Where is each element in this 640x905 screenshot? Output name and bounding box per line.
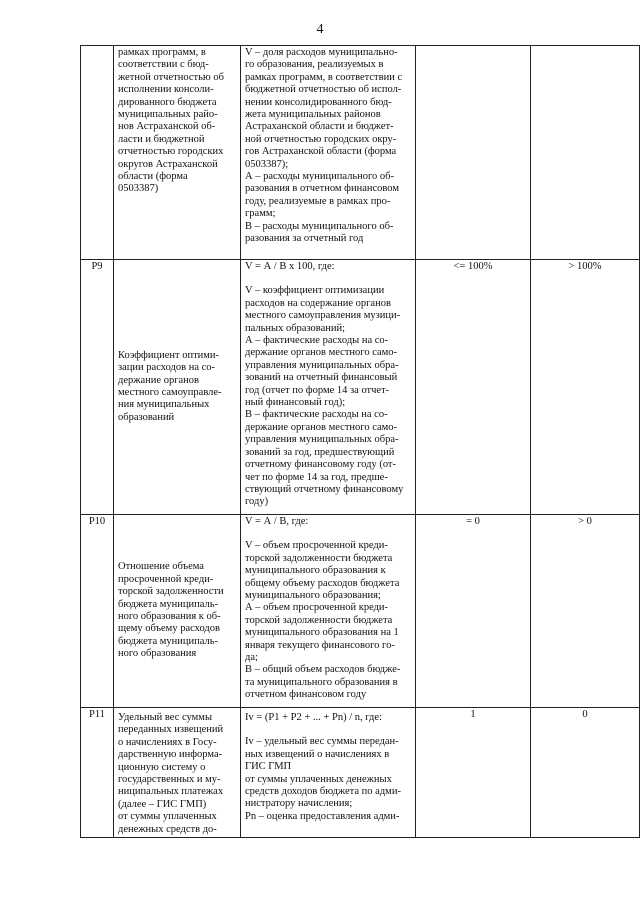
- text-line: бюджетной отчетностью об испол-: [245, 84, 402, 96]
- text-line: бюджета муниципаль-: [118, 635, 219, 647]
- value-good: 1: [416, 708, 531, 838]
- formula-expression: V = А / В, где:: [245, 516, 309, 527]
- text-line: держание органов местного само-: [245, 421, 398, 433]
- value-bad: > 100%: [531, 260, 640, 515]
- formula-expression: Iv = (P1 + P2 + ... + Pn) / n, где:: [245, 712, 382, 723]
- text-line: расходов на содержание органов: [245, 297, 391, 309]
- indicator-name: [114, 46, 241, 260]
- table-row: [81, 515, 640, 708]
- text-line: ласти и бюджетной: [118, 133, 205, 145]
- text-line: ния муниципальных: [118, 399, 210, 411]
- text-line: управления муниципальных обра-: [245, 359, 399, 371]
- text-line: го образования, реализуемых в: [245, 59, 384, 71]
- text-line: местного самоуправле-: [118, 387, 222, 398]
- text-line: отчетностью городских: [118, 146, 224, 158]
- text-line: грамм;: [245, 208, 276, 220]
- text-line: ной отчетностью городских окру-: [245, 133, 397, 145]
- text-line: муниципального образования на 1: [245, 627, 399, 639]
- text-line: денежных средств до-: [118, 823, 217, 835]
- indicator-formula: [241, 46, 416, 260]
- text-line: от суммы уплаченных денежных: [245, 773, 392, 785]
- text-line: Астраханской области и бюджет-: [245, 121, 394, 133]
- text-line: V – доля расходов муниципально-: [245, 47, 398, 58]
- text-line: V – коэффициент оптимизации: [245, 285, 385, 297]
- text-line: торской задолженности бюджета: [245, 614, 393, 626]
- table-row: [81, 708, 640, 838]
- text-line: торской задолженности: [118, 586, 224, 598]
- text-line: зации расходов на со-: [118, 362, 216, 374]
- text-line: Удельный вес суммы: [118, 712, 212, 723]
- indicator-name: [114, 708, 241, 838]
- table-row: [81, 46, 640, 260]
- text-line: от суммы уплаченных: [118, 811, 217, 823]
- text-line: отчетном финансовом году: [245, 689, 367, 701]
- text-line: торской задолженности бюджета: [245, 552, 393, 564]
- indicator-code: Р11: [81, 708, 114, 838]
- text-line: V – объем просроченной креди-: [245, 540, 388, 552]
- text-line: области (форма: [118, 171, 188, 183]
- text-line: жета муниципальных районов: [245, 109, 381, 121]
- text-line: пальных образований;: [245, 322, 346, 334]
- text-line: средств доходов бюджета по адми-: [245, 786, 401, 798]
- value-good: <= 100%: [416, 260, 531, 515]
- text-line: зований на отчетный финансовый: [245, 372, 398, 384]
- text-line: нов Астраханской об-: [118, 121, 216, 133]
- indicator-code: [81, 46, 114, 260]
- value-bad: [531, 46, 640, 260]
- text-line: щему объему расходов: [118, 623, 220, 635]
- table-row: [81, 260, 640, 515]
- indicator-formula: [241, 260, 416, 515]
- indicator-code: Р9: [81, 260, 114, 515]
- text-line: соответствии с бюд-: [118, 59, 209, 71]
- indicator-formula: [241, 708, 416, 838]
- text-line: 0503387);: [245, 158, 289, 170]
- text-line: (далее – ГИС ГМП): [118, 798, 207, 810]
- text-line: 0503387): [118, 183, 159, 195]
- text-line: общему объему расходов бюджета: [245, 577, 400, 589]
- text-line: году, реализуемые в рамках про-: [245, 195, 391, 207]
- text-line: разования в отчетном финансовом: [245, 183, 399, 195]
- text-line: год (отчет по форме 14 за отчет-: [245, 384, 390, 396]
- text-line: году): [245, 496, 269, 508]
- text-line: Коэффициент оптими-: [118, 349, 220, 361]
- text-line: нении консолидированного бюд-: [245, 96, 392, 108]
- text-line: В – общий объем расходов бюдже-: [245, 664, 401, 676]
- text-line: Iv – удельный вес суммы передан-: [245, 736, 399, 748]
- text-line: государственных и му-: [118, 774, 221, 786]
- text-line: Отношение объема: [118, 561, 204, 573]
- value-good: = 0: [416, 515, 531, 708]
- formula-expression: V = А / В х 100, где:: [245, 261, 335, 272]
- text-line: ниципальных платежах: [118, 786, 224, 798]
- text-line: да;: [245, 652, 258, 664]
- text-line: чет по форме 14 за год, предше-: [245, 471, 388, 483]
- text-line: ционную систему о: [118, 761, 206, 773]
- page-number: 4: [316, 22, 324, 37]
- text-line: разования за отчетный год: [245, 233, 364, 245]
- text-line: переданных извещений: [118, 724, 224, 736]
- text-line: округов Астраханской: [118, 158, 218, 170]
- text-line: муниципального образования;: [245, 590, 381, 602]
- text-line: исполнении консоли-: [118, 84, 214, 96]
- text-line: зований за год, предшествующий: [245, 446, 395, 458]
- value-good: [416, 46, 531, 260]
- text-line: января текущего финансового го-: [245, 639, 395, 651]
- text-line: В – расходы муниципального об-: [245, 220, 394, 232]
- text-line: А – объем просроченной креди-: [245, 602, 389, 614]
- text-line: муниципального образования к: [245, 565, 386, 577]
- text-line: А – фактические расходы на со-: [245, 335, 389, 347]
- text-line: образований: [118, 411, 175, 423]
- text-line: А – расходы муниципального об-: [245, 171, 394, 183]
- text-line: дированного бюджета: [118, 96, 217, 108]
- text-line: ных извещений о начислениях в: [245, 748, 390, 760]
- text-line: управления муниципальных обра-: [245, 434, 399, 446]
- text-line: дарственную информа-: [118, 749, 223, 761]
- text-line: гов Астраханской области (форма: [245, 146, 397, 158]
- text-line: рамках программ, в: [118, 47, 206, 58]
- text-line: ного образования к об-: [118, 611, 221, 622]
- text-line: ный финансовый год);: [245, 397, 346, 409]
- text-line: ствующий отчетному финансовому: [245, 483, 404, 495]
- text-line: та муниципального образования в: [245, 676, 398, 688]
- text-line: держание органов местного само-: [245, 347, 398, 359]
- indicators-table: [80, 45, 640, 838]
- text-line: о начислениях в Госу-: [118, 736, 217, 748]
- text-line: бюджета муниципаль-: [118, 598, 219, 610]
- text-line: отчетному финансовому году (от-: [245, 459, 397, 471]
- text-line: ГИС ГМП: [245, 761, 292, 773]
- indicator-name: [114, 260, 241, 515]
- text-line: В – фактические расходы на со-: [245, 409, 388, 421]
- text-line: нистратору начисления;: [245, 798, 353, 810]
- indicator-formula: [241, 515, 416, 708]
- text-line: ного образования: [118, 648, 197, 660]
- value-bad: > 0: [531, 515, 640, 708]
- text-line: муниципальных райо-: [118, 109, 218, 121]
- text-line: местного самоуправления музици-: [245, 310, 401, 322]
- indicator-code: Р10: [81, 515, 114, 708]
- text-line: просроченной креди-: [118, 573, 214, 585]
- text-line: рамках программ, в соответствии с: [245, 71, 403, 83]
- text-line: жетной отчетностью об: [118, 71, 224, 83]
- value-bad: 0: [531, 708, 640, 838]
- text-line: держание органов: [118, 374, 199, 386]
- indicator-name: [114, 515, 241, 708]
- text-line: Pn – оценка предоставления адми-: [245, 810, 400, 822]
